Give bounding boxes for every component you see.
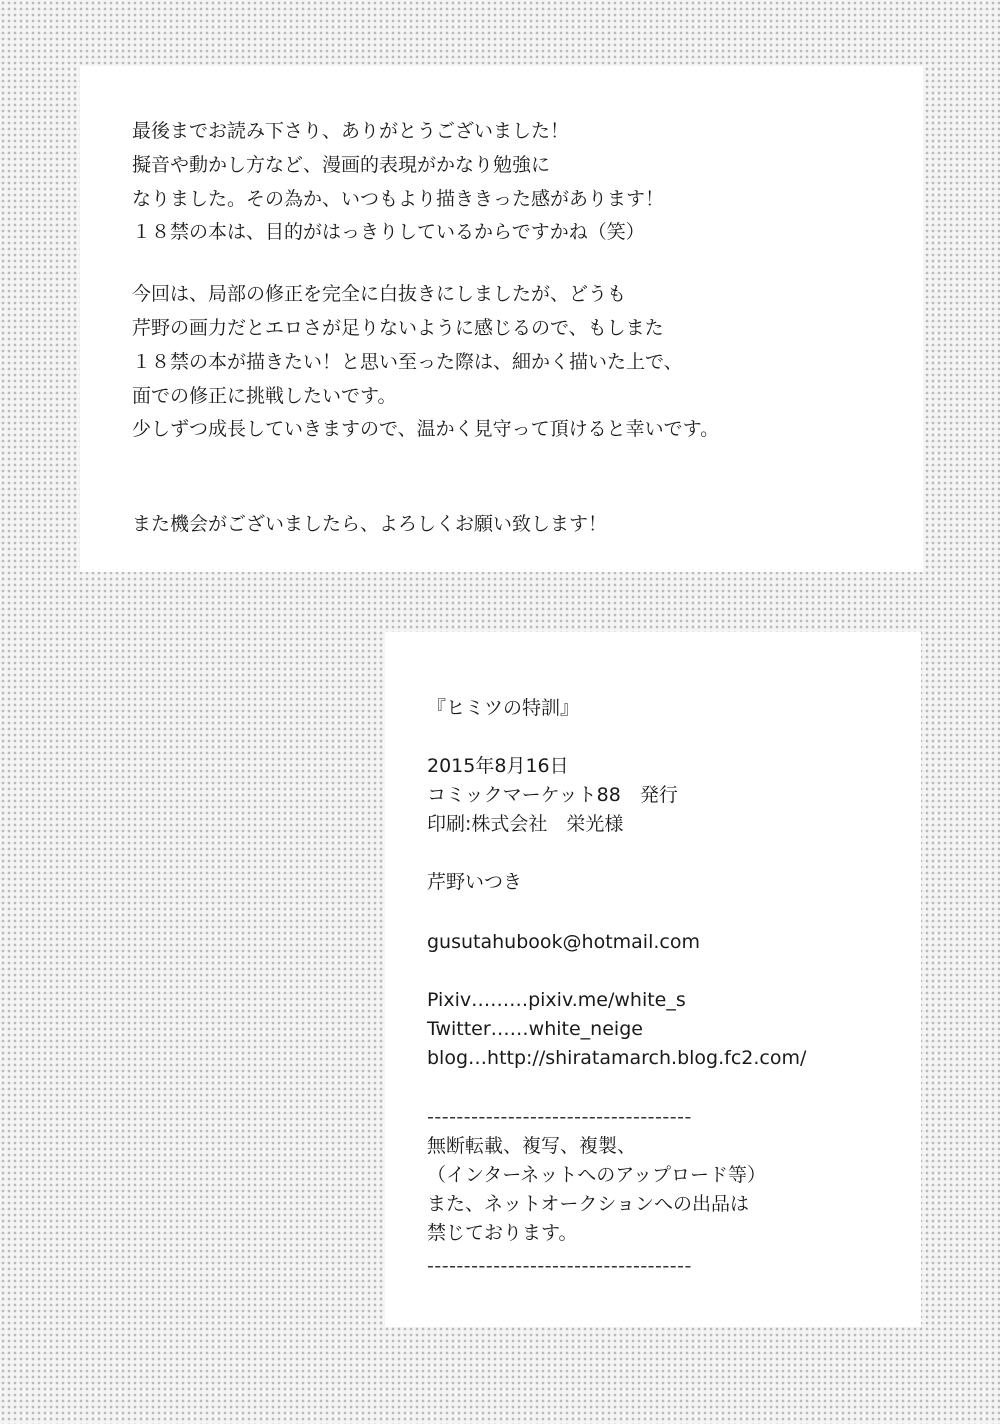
author-name: 芹野いつき [427,871,523,893]
notice-line: 禁じております。 [427,1222,578,1244]
afterword-line: 擬音や動かし方など、漫画的表現がかなり勉強に [132,154,551,176]
afterword-line: 面での修正に挑戦したいです。 [132,385,397,407]
afterword-line: １８禁の本は、目的がはっきりしているからですかね（笑） [132,221,645,243]
notice-line: 無断転載、複写、複製、 [427,1135,637,1157]
closing-line: また機会がございましたら、よろしくお願い致します！ [132,513,608,535]
afterword-line: なりました。その為か、いつもより描ききった感があります！ [132,188,665,210]
event-name: コミックマーケット88 発行 [427,784,678,806]
publish-date: 2015年8月16日 [427,755,569,777]
afterword-line: １８禁の本が描きたい！と思い至った際は、細かく描いた上で、 [132,351,683,373]
divider-bottom: ------------------------------------ [427,1255,692,1277]
afterword-line: 今回は、局部の修正を完全に白抜きにしましたが、どうも [132,283,627,305]
afterword-panel [80,66,923,572]
afterword-line: 少しずつ成長していきますので、温かく見守って頂けると幸いです。 [132,418,720,440]
twitter-handle: Twitter……white_neige [427,1018,643,1040]
pixiv-link: Pixiv………pixiv.me/white_s [427,989,686,1011]
afterword-line: 最後までお読み下さり、ありがとうございました！ [132,120,570,142]
colophon-panel [385,632,921,1327]
printer-name: 印刷:株式会社 栄光様 [427,813,624,835]
email-address: gusutahubook@hotmail.com [427,931,700,953]
afterword-line: 芹野の画力だとエロさが足りないように感じるので、もしまた [132,317,664,339]
notice-line: また、ネットオークションへの出品は [427,1193,750,1215]
divider-top: ------------------------------------ [427,1106,692,1128]
notice-line: （インターネットへのアップロード等） [427,1164,766,1186]
book-title: 『ヒミツの特訓』 [427,697,580,719]
blog-url: blog…http://shiratamarch.blog.fc2.com/ [427,1047,807,1069]
